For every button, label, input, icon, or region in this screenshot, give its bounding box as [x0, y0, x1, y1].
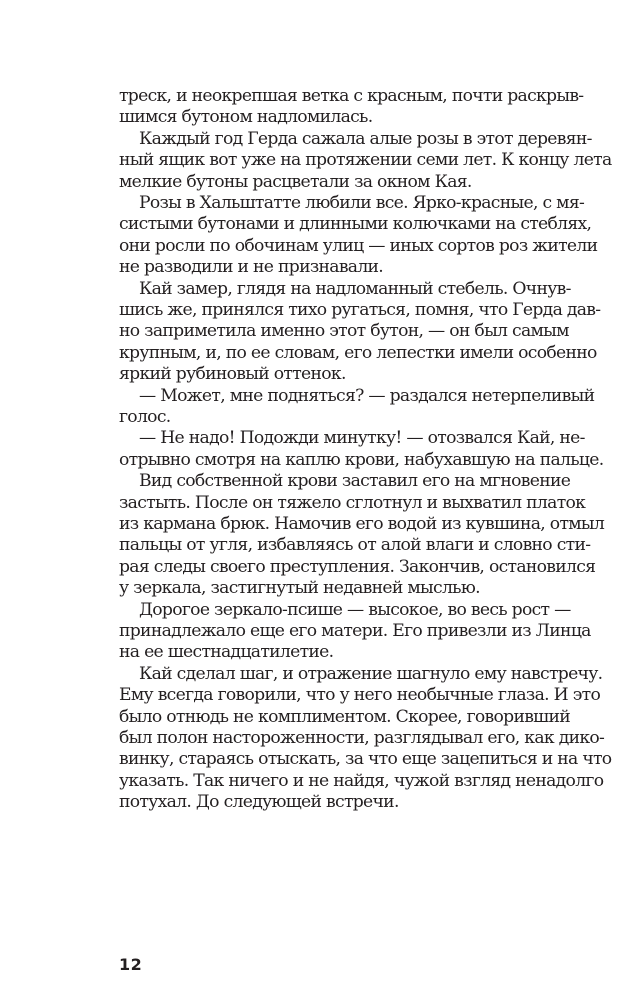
- text-line: Розы в Хальштатте любили все. Ярко-красные, с мя-: [139, 193, 585, 213]
- text-line: на ее шестнадцатилетие.: [119, 642, 334, 663]
- text-line: они росли по обочинам улиц — иных сортов роз жители: [119, 235, 598, 256]
- text-line: потухал. До следующей встречи.: [119, 792, 399, 813]
- text-line: Кай сделал шаг, и отражение шагнуло ему навстречу.: [139, 663, 603, 684]
- text-line: яркий рубиновый оттенок.: [119, 364, 346, 385]
- text-line: мелкие бутоны расцветали за окном Кая.: [119, 171, 472, 192]
- text-line: был полон настороженности, разглядывал его, как дико-: [119, 728, 605, 748]
- text-line: но заприметила именно этот бутон, — он был самым: [119, 321, 569, 342]
- text-line: отрывно смотря на каплю крови, набухавшую на пальце.: [119, 449, 604, 470]
- text-line: Кай замер, глядя на надломанный стебель. Очнув-: [139, 278, 571, 299]
- text-line: голос.: [119, 407, 171, 427]
- text-line: винку, стараясь отыскать, за что еще зацепиться и на что: [119, 749, 612, 770]
- text-line: крупным, и, по ее словам, его лепестки имели особенно: [119, 342, 597, 363]
- text-line: ный ящик вот уже на протяжении семи лет. К концу лета: [119, 150, 612, 171]
- text-line: рая следы своего преступления. Закончив, остановился: [119, 556, 596, 577]
- page-number: 12: [119, 955, 143, 974]
- text-line: Вид собственной крови заставил его на мгновение: [139, 471, 571, 492]
- text-line: систыми бутонами и длинными колючками на стеблях,: [119, 214, 592, 235]
- text-line: Ему всегда говорили, что у него необычные глаза. И это: [119, 685, 601, 706]
- text-line: Каждый год Герда сажала алые розы в этот деревян-: [139, 128, 592, 149]
- text-line: — Может, мне подняться? — раздался нетерпеливый: [139, 385, 595, 406]
- text-line: шимся бутоном надломилась.: [119, 107, 373, 128]
- text-line: не разводили и не признавали.: [119, 257, 384, 278]
- text-line: шись же, принялся тихо ругаться, помня, что Герда дав-: [119, 300, 601, 320]
- text-line: было отнюдь не комплиментом. Скорее, говоривший: [119, 706, 570, 727]
- text-line: застыть. После он тяжело сглотнул и выхватил платок: [119, 492, 586, 513]
- text-line: пальцы от угля, избавляясь от алой влаги и словно сти-: [119, 535, 591, 556]
- text-line: — Не надо! Подожди минутку! — отозвался Кай, не-: [139, 428, 585, 449]
- text-line: из кармана брюк. Намочив его водой из кувшина, отмыл: [119, 514, 605, 534]
- text-line: указать. Так ничего и не найдя, чужой взгляд ненадолго: [119, 770, 604, 791]
- text-line: принадлежало еще его матери. Его привезли из Линца: [119, 621, 591, 641]
- text-line: Дорогое зеркало-псише — высокое, во весь рост —: [139, 599, 571, 620]
- text-line: треск, и неокрепшая ветка с красным, почти раскрыв-: [119, 86, 584, 106]
- text-line: у зеркала, застигнутый недавней мыслью.: [119, 578, 480, 599]
